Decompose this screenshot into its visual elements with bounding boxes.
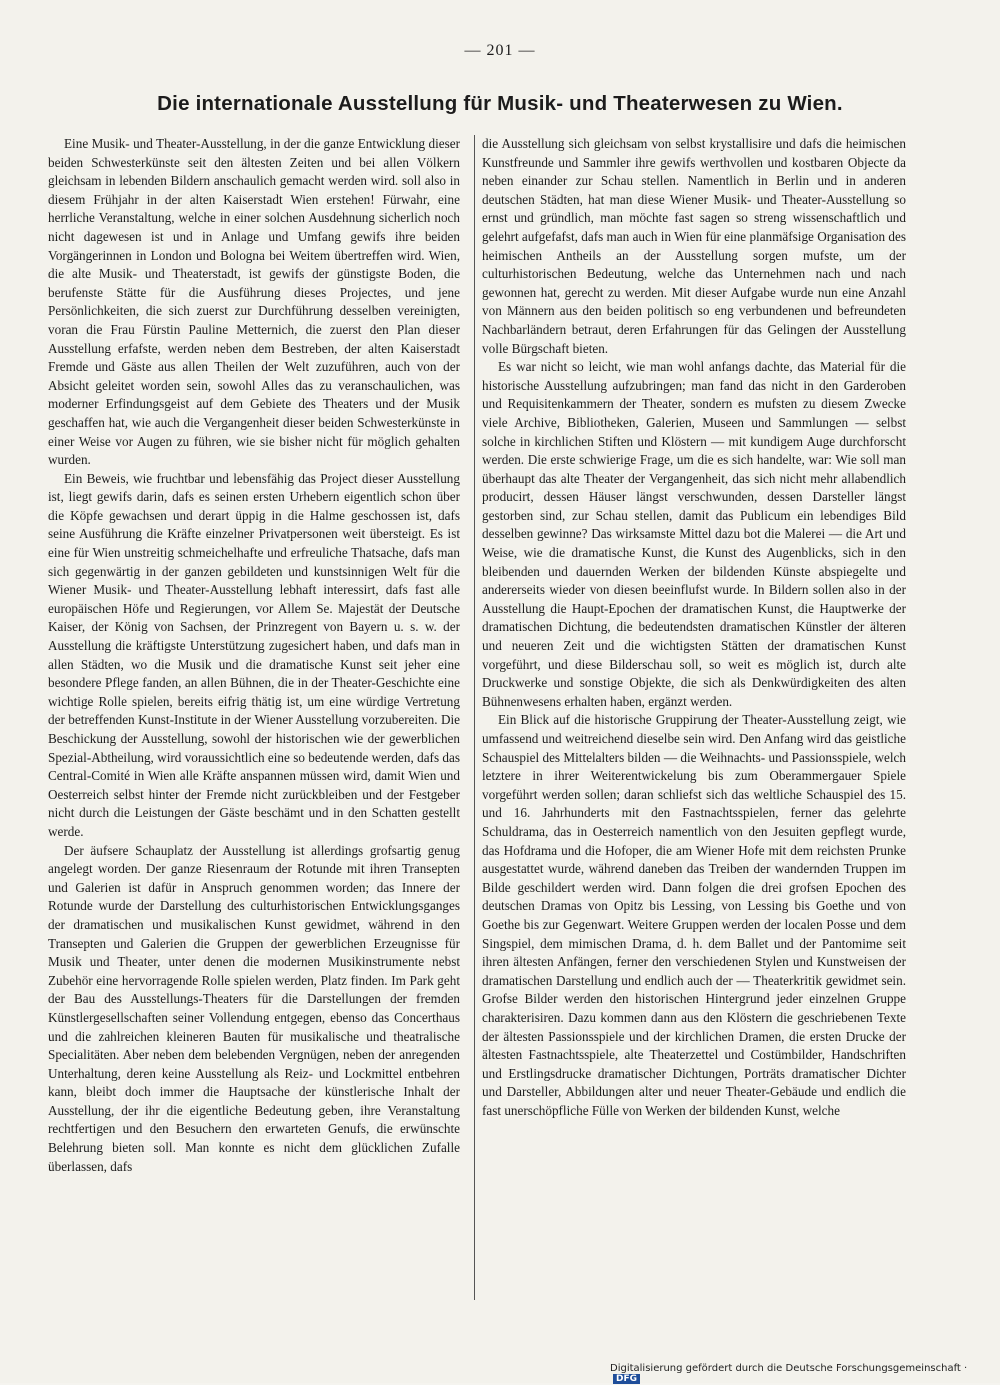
paragraph: die Ausstellung sich gleichsam von selbst krystallisire und dafs die heimischen Kunstfreunde und Sammler ihre gewifs werthvollen und kostbaren Objecte da neben einander zur Schau stellen. Namentlich in Berlin und in anderen deutschen Städten, hat man diese Wiener Musik- und Theater-Ausstellung so ernst und gründlich, man möchte fast sagen so streng wissenschaftlich und gelehrt aufgefafst, dafs man auch in Wien für eine planmäfsige Organisation des heimischen Antheils an der Ausstellung sorgen mufste, um der culturhistorischen Bedeutung, welche das Unternehmen nach und nach gewonnen hat, gerecht zu werden. Mit dieser Aufgabe wurde nun eine Anzahl von Männern aus den beiden politisch so eng verbundenen und befreundeten Nachbarländern betraut, deren Erfahrungen für das Gelingen der Ausstellung volle Bürgschaft bieten. — [482, 136, 906, 356]
paragraph: Ein Blick auf die historische Gruppirung der Theater-Ausstellung zeigt, wie umfassend und weitreichend dieselbe sein wird. Den Anfang wird das geistliche Schauspiel des Mittelalters bilden — die Weihnachts- und Passionsspiele, welch letztere in ihrer Weiterentwickelung bis zum Oberammergauer Spiele vorgeführt werden sollen; daran schliefst sich das weltliche Schauspiel des 15. und 16. Jahrhunderts mit den Fastnachtsspielen, ferner das gelehrte Schuldrama, das in Oesterreich namentlich von den Jesuiten gepflegt wurde, das Hofdrama und die Hofoper, die am Wiener Hofe mit dem reichsten Prunke ausgestattet wurde, während daneben das Treiben der wandernden Truppen im Bilde geschildert werden wird. Dann folgen die drei grofsen Epochen des deutschen Dramas von Opitz bis Lessing, von Lessing bis Goethe und von Goethe bis zur Gegenwart. Weitere Gruppen werden der localen Posse und dem Singspiel, dem mimischen Drama, d. h. dem Ballet und der Pantomime seit ihren ältesten Anfängen, ferner den verschiedenen Stylen und Kunstweisen der dramatischen Darstellung und endlich auch der — Theaterkritik gewidmet sein. Grofse Bilder werden den historischen Hintergrund jeder einzelnen Gruppe charakterisiren. Dazu kommen dann aus den Klöstern die geschriebenen Texte der ältesten Passionsspiele und der kirchlichen Dramen, die ersten Drucke der ältesten Fastnachtsspiele, alte Theaterzettel und Costümbilder, Handschriften und Erstlingsdrucke dramatischer Dichtungen, Porträts dramatischer Dichter und Darsteller, Abbildungen alter und neuer Theater-Gebäude und endlich die fast unerschöpfliche Fülle von Werken der bildenden Kunst, welche — [482, 712, 906, 1118]
footer-text: Digitalisierung gefördert durch die Deutsche Forschungsgemeinschaft · — [610, 1363, 968, 1374]
page-number: — 201 — — [464, 42, 536, 59]
article-title: Die internationale Ausstellung für Musik- und Theaterwesen zu Wien. — [157, 92, 843, 115]
right-column — [482, 135, 906, 1120]
dfg-logo: DFG — [613, 1374, 640, 1384]
digitization-footer — [610, 1363, 1000, 1385]
paragraph: Eine Musik- und Theater-Ausstellung, in der die ganze Entwicklung dieser beiden Schwesterkünste seit den ältesten Zeiten und bei allen Völkern gleichsam in lebenden Bildern anschaulich gemacht werden wird. soll also in diesem Frühjahr in der alten Kaiserstadt Wien erstehen! Fürwahr, eine herrliche Veranstaltung, welche in einer solchen Ausdehnung sicherlich noch nicht dagewesen ist und in Anlage und Umfang gewifs ihre beiden Vorgängerinnen in London und Bologna bei Weitem übertreffen wird. Wien, die alte Musik- und Theaterstadt, ist gewifs der günstigste Boden, die berufenste Stätte für die Ausführung dieses Projectes, und jene Persönlichkeiten, die sich zuerst zur Durchführung desselben vereinigten, voran die Frau Fürstin Pauline Metternich, die zuerst den Plan dieser Ausstellung erfafste, werden neben dem Bestreben, der alten Kaiserstadt Fremde und Gäste aus allen Theilen der Welt zuzuführen, auch von der Absicht geleitet worden sein, sowohl Alles das zu veranschaulichen, was moderner Erfindungsgeist auf dem Gebiete des Theaters und der Musik geschaffen hat, wie auch die Vergangenheit dieser beiden Schwesterkünste in einer Weise vor Augen zu führen, wie sie bisher nicht für möglich gehalten wurden. — [48, 136, 460, 468]
left-column — [48, 135, 460, 1176]
column-divider — [474, 135, 475, 1300]
paragraph: Es war nicht so leicht, wie man wohl anfangs dachte, das Material für die historische Ausstellung aufzubringen; man fand das nicht in den Garderoben und Requisitenkammern der Theater, sondern es mufsten zu diesem Zwecke viele Archive, Bibliotheken, Galerien, Museen und Sammlungen — selbst solche in kirchlichen Stiften und Klöstern — mit kundigem Auge durchforscht werden. Die erste schwierige Frage, um die es sich handelte, war: Wie soll man überhaupt das alte Theater der Vergangenheit, das sich nicht mehr allabendlich producirt, dessen Häuser längst verschwunden, dessen Darsteller längst gestorben sind, zur Schau stellen, damit das Publicum ein lebendiges Bild desselben gewinne? Das wirksamste Mittel dazu bot die Malerei — die Art und Weise, wie die dramatische Kunst, die Kunst des Augenblicks, sich in den bleibenden und dauernden Werken der bildenden Künste abspiegelte und andererseits wieder von diesen beeinflufst wurde. In Bildern sollen also in der Ausstellung die Haupt-Epochen der dramatischen Kunst, die Hauptwerke der dramatischen Dichtung, die bedeutendsten dramatischen Künstler der älteren und neueren Zeit und die wichtigsten Stätten der dramatischen Kunst vorgeführt, und diese Bilderschau soll, so weit es möglich ist, durch alte Druckwerke und sonstige Objekte, die sich als Denkwürdigkeiten des alten Bühnenwesens erhalten haben, ergänzt werden. — [482, 359, 906, 709]
paragraph: Ein Beweis, wie fruchtbar und lebensfähig das Project dieser Ausstellung ist, liegt gewifs darin, dafs es seinen ersten Urhebern eigentlich schon über die Köpfe gewachsen und derart üppig in die Halme geschossen ist, dafs seine Ausführung die Kräfte einzelner Privatpersonen weit übersteigt. Es ist eine für Wien unstreitig schmeichelhafte und erfreuliche Thatsache, dafs man sich gegenwärtig in der ganzen gebildeten und kunstsinnigen Welt für die Wiener Musik- und Theater-Ausstellung lebhaft interessirt, dafs fast alle europäischen Höfe und Regierungen, vor Allem Se. Majestät der Deutsche Kaiser, der König von Sachsen, der Prinzregent von Bayern u. s. w. der Ausstellung die kräftigste Unterstützung zugesichert haben, und dafs man in allen Städten, wo die Musik und die dramatische Kunst seit jeher eine besondere Pflege fanden, an allen Bühnen, die in der Theater-Geschichte eine wichtige Rolle spielen, bereits eifrig thätig ist, um eine würdige Vertretung der betreffenden Kunst-Institute in der Wiener Ausstellung vorzubereiten. Die Beschickung der Ausstellung, sowohl der historischen wie der gewerblichen Spezial-Abtheilung, wird voraussichtlich eine so bedeutende werden, dafs das Central-Comité in Wien alle Kräfte anspannen müssen wird, damit Wien und Oesterreich selbst hinter der Fremde nicht zurückbleiben und der Festgeber nicht durch die Leistungen der Gäste beschämt und in den Schatten gestellt werde. — [48, 470, 460, 839]
paragraph: Der äufsere Schauplatz der Ausstellung ist allerdings grofsartig genug angelegt worden. Der ganze Riesenraum der Rotunde mit ihren Transepten und Galerien ist dafür in Anspruch genommen worden; das Innere der Rotunde wurde der Darstellung des culturhistorischen Entwicklungsganges der dramatischen und musikalischen Kunst gewidmet, während in den Transepten und Galerien die Gruppen der gewerblichen Erzeugnisse für Musik und Theater, unter denen die modernen Musikinstrumente nebst Zubehör eine hervorragende Rolle spielen werden, Platz finden. Im Park geht der Bau des Ausstellungs-Theaters für die Darstellungen der fremden Künstlergesellschaften seiner Vollendung entgegen, ebenso das Concerthaus und die zahlreichen kleineren Bauten für musikalische und theatralische Specialitäten. Aber neben dem belebenden Vergnügen, neben der anregenden Unterhaltung, deren keine Ausstellung als Reiz- und Lockmittel entbehren kann, bleibt doch immer die Hauptsache der künstlerische Inhalt der Ausstellung, der ihr die eigentliche Bedeutung geben, ihre Veranstaltung rechtfertigen und den Besuchern den erwarteten Genufs, die erwünschte Belehrung bieten soll. Man konnte es nicht dem glücklichen Zufalle überlassen, dafs — [48, 842, 460, 1174]
